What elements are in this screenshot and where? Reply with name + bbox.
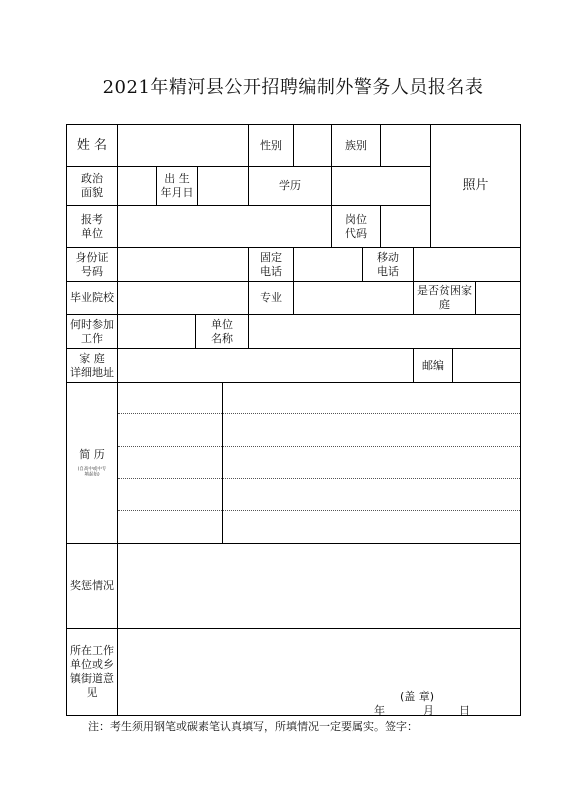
date-month-label: 月: [423, 704, 434, 717]
poor-family-field[interactable]: [476, 282, 520, 314]
resume-detail-2[interactable]: [223, 414, 520, 446]
resume-period-4[interactable]: [118, 479, 222, 510]
major-label: 专业: [260, 291, 282, 304]
resume-detail-5[interactable]: [223, 511, 520, 543]
mobile-field[interactable]: [414, 248, 520, 281]
education-field[interactable]: [332, 167, 430, 205]
photo-box[interactable]: 照片: [462, 178, 489, 193]
resume-note: (自高中或中专 填起始): [77, 466, 107, 478]
resume-detail-1[interactable]: [223, 383, 520, 413]
rewards-field[interactable]: [118, 544, 520, 628]
landline-field[interactable]: [294, 248, 362, 281]
ethnicity-field[interactable]: [381, 125, 430, 166]
school-label: 毕业院校: [70, 291, 114, 304]
major-field[interactable]: [294, 282, 413, 314]
resume-period-1[interactable]: [118, 383, 222, 413]
mobile-label: 移动 电话: [377, 250, 399, 278]
birth-date-field[interactable]: [198, 167, 248, 205]
footer-note: 注：考生须用钢笔或碳素笔认真填写，所填情况一定要属实。签字：: [88, 720, 418, 733]
rewards-label: 奖惩情况: [70, 579, 114, 592]
poor-family-label: 是否贫困家 庭: [417, 284, 472, 311]
resume-period-3[interactable]: [118, 447, 222, 478]
address-field[interactable]: [118, 349, 413, 382]
political-status-label: 政治 面貌: [81, 172, 103, 199]
employer-label: 单位 名称: [211, 317, 233, 345]
ethnicity-label: 族别: [345, 138, 367, 152]
resume-detail-3[interactable]: [223, 447, 520, 478]
work-start-field[interactable]: [118, 315, 195, 348]
school-field[interactable]: [118, 282, 248, 314]
name-label: 姓 名: [76, 137, 108, 153]
work-start-label: 何时参加 工作: [70, 317, 114, 345]
birth-date-label: 出 生 年月日: [160, 172, 194, 199]
postcode-label: 邮编: [422, 358, 444, 372]
political-status-field[interactable]: [118, 167, 156, 205]
name-field[interactable]: [118, 125, 248, 166]
landline-label: 固定 电话: [260, 250, 282, 278]
education-label: 学历: [279, 179, 301, 192]
address-label: 家 庭 详细地址: [70, 351, 114, 379]
resume-label: 简 历: [79, 448, 105, 461]
applied-unit-field[interactable]: [118, 206, 331, 247]
date-year-label: 年: [374, 704, 385, 717]
form-title: 2021年精河县公开招聘编制外警务人员报名表: [102, 77, 484, 98]
resume-label-cell: [67, 383, 117, 543]
date-day-label: 日: [459, 704, 470, 717]
resume-detail-4[interactable]: [223, 479, 520, 510]
resume-period-2[interactable]: [118, 414, 222, 446]
gender-label: 性别: [260, 138, 282, 152]
opinion-label: 所在工作 单位或乡 镇街道意 见: [70, 644, 114, 699]
post-code-field[interactable]: [381, 206, 430, 247]
id-number-field[interactable]: [118, 248, 248, 281]
postcode-field[interactable]: [453, 349, 520, 382]
post-code-label: 岗位 代码: [345, 212, 367, 240]
seal-stamp-text: (盖 章): [400, 690, 435, 703]
applied-unit-label: 报考 单位: [81, 212, 103, 240]
id-number-label: 身份证 号码: [75, 250, 109, 278]
employer-field[interactable]: [249, 315, 520, 348]
resume-period-5[interactable]: [118, 511, 222, 543]
gender-field[interactable]: [294, 125, 331, 166]
